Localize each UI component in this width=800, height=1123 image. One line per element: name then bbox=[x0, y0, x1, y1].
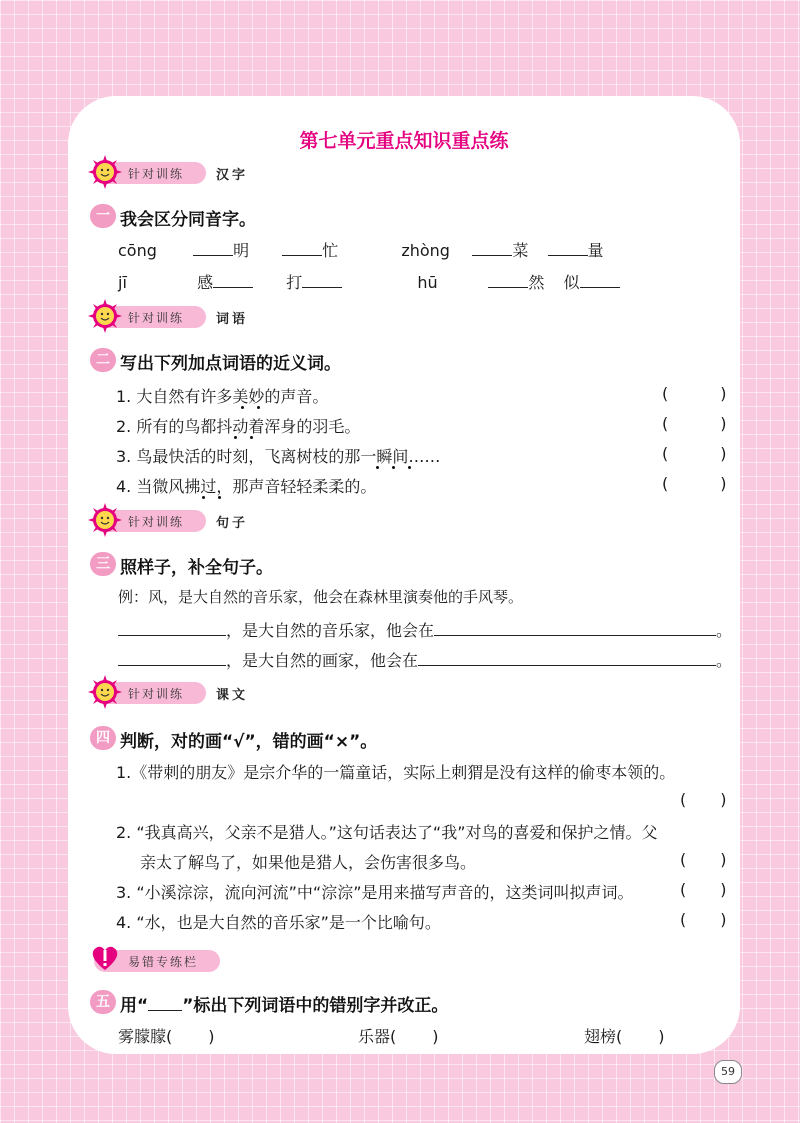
word: 似 bbox=[563, 273, 580, 292]
word: 菜 bbox=[512, 241, 529, 260]
topic-chars: 汉字 bbox=[216, 168, 249, 183]
q5-word-2: 乐器( ) bbox=[358, 1027, 439, 1046]
underline-mark bbox=[148, 996, 182, 1011]
pinyin: hū bbox=[417, 273, 438, 292]
q2-item-2: 2. 所有的鸟都抖动着浑身的羽毛。 bbox=[116, 417, 361, 436]
q4-item-2b: 亲太了解鸟了，如果他是猎人，会伤害很多鸟。 bbox=[140, 853, 477, 872]
answer-blank[interactable] bbox=[302, 273, 342, 288]
question-number: 一 bbox=[90, 204, 116, 228]
word: 感 bbox=[197, 273, 214, 292]
answer-paren[interactable]: ( ) bbox=[662, 444, 727, 463]
q5-word-1: 雾朦朦( ) bbox=[118, 1027, 215, 1046]
training-tag-words bbox=[94, 306, 206, 328]
training-tag-chars bbox=[94, 162, 206, 184]
tag-label: 针对训练 bbox=[128, 687, 185, 701]
q3-line-1: ，是大自然的音乐家，他会在 。 bbox=[118, 618, 732, 641]
q1-row-1 bbox=[118, 238, 604, 261]
question-text: 用“ ”标出下列词语中的错别字并改正。 bbox=[120, 996, 449, 1016]
q4-item-3: 3. “小溪淙淙，流向河流”中“淙淙”是用来描写声音的，这类词叫拟声词。 bbox=[116, 883, 634, 902]
emphasis-dot bbox=[241, 406, 244, 409]
q4-item-1: 1.《带刺的朋友》是宗介华的一篇童话，实际上刺猬是没有这样的偷枣本领的。 bbox=[116, 763, 676, 782]
emphasis-dot bbox=[376, 466, 379, 469]
emphasis-dot bbox=[202, 496, 205, 499]
q2-item-4: 4. 当微风拂过，那声音轻轻柔柔的。 bbox=[116, 477, 377, 496]
error-zone-tag bbox=[94, 950, 220, 972]
page-title: 第七单元重点知识重点练 bbox=[299, 130, 509, 152]
tag-label: 易错专练栏 bbox=[128, 955, 199, 969]
question-number: 五 bbox=[90, 990, 116, 1014]
emphasis-dot bbox=[234, 436, 237, 439]
pinyin: cōng bbox=[118, 241, 157, 260]
answer-paren[interactable]: ( ) bbox=[680, 910, 727, 929]
emphasis-dot bbox=[257, 406, 260, 409]
word: 忙 bbox=[322, 241, 339, 260]
topic-text: 课文 bbox=[216, 688, 249, 703]
sentence-frame: ，是大自然的音乐家，他会在 bbox=[226, 621, 435, 640]
emphasis-dot bbox=[392, 466, 395, 469]
pinyin: jī bbox=[118, 273, 127, 292]
question-number: 二 bbox=[90, 348, 116, 372]
worksheet-sheet bbox=[68, 96, 740, 1054]
answer-blank[interactable] bbox=[193, 241, 233, 256]
tag-label: 针对训练 bbox=[128, 311, 185, 325]
question-text: 照样子，补全句子。 bbox=[120, 558, 273, 578]
answer-paren[interactable]: ( ) bbox=[680, 850, 727, 869]
answer-blank[interactable] bbox=[434, 621, 716, 636]
question-text: 写出下列加点词语的近义词。 bbox=[120, 354, 341, 374]
question-text: 判断，对的画“√”，错的画“×”。 bbox=[120, 732, 378, 752]
page-number: 59 bbox=[714, 1060, 742, 1084]
answer-blank[interactable] bbox=[118, 651, 226, 666]
heart-icon bbox=[88, 940, 122, 974]
q5-word-3: 翅榜( ) bbox=[584, 1027, 665, 1046]
emphasis-dot bbox=[250, 436, 253, 439]
answer-blank[interactable] bbox=[282, 241, 322, 256]
q4-item-4: 4. “水，也是大自然的音乐家”是一个比喻句。 bbox=[116, 913, 441, 932]
answer-blank[interactable] bbox=[488, 273, 528, 288]
tag-label: 针对训练 bbox=[128, 515, 185, 529]
q3-example: 例：风，是大自然的音乐家，他会在森林里演奏他的手风琴。 bbox=[118, 588, 524, 606]
emphasis-dot bbox=[408, 466, 411, 469]
sun-icon bbox=[88, 155, 122, 189]
answer-paren[interactable]: ( ) bbox=[680, 790, 727, 809]
q2-item-1: 1. 大自然有许多美妙的声音。 bbox=[116, 387, 329, 406]
q3-line-2: ，是大自然的画家，他会在 。 bbox=[118, 648, 732, 671]
pinyin: zhòng bbox=[401, 241, 450, 260]
topic-words: 词语 bbox=[216, 312, 249, 327]
q4-item-2a: 2. “我真高兴，父亲不是猎人。”这句话表达了“我”对鸟的喜爱和保护之情。父 bbox=[116, 823, 658, 842]
answer-paren[interactable]: ( ) bbox=[662, 414, 727, 433]
word: 明 bbox=[233, 241, 250, 260]
sun-icon bbox=[88, 503, 122, 537]
answer-blank[interactable] bbox=[548, 241, 588, 256]
answer-blank[interactable] bbox=[472, 241, 512, 256]
question-text: 我会区分同音字。 bbox=[120, 210, 256, 230]
word: 量 bbox=[587, 241, 604, 260]
answer-paren[interactable]: ( ) bbox=[662, 384, 727, 403]
answer-paren[interactable]: ( ) bbox=[662, 474, 727, 493]
tag-label: 针对训练 bbox=[128, 167, 185, 181]
emphasis-dot bbox=[218, 496, 221, 499]
training-tag-text bbox=[94, 682, 206, 704]
sun-icon bbox=[88, 675, 122, 709]
q2-item-3: 3. 鸟最快活的时刻，飞离树枝的那一瞬间…… bbox=[116, 447, 441, 466]
training-tag-sentences bbox=[94, 510, 206, 532]
topic-sentences: 句子 bbox=[216, 516, 249, 531]
word: 然 bbox=[528, 273, 545, 292]
answer-blank[interactable] bbox=[213, 273, 253, 288]
word: 打 bbox=[286, 273, 303, 292]
q1-row-2 bbox=[118, 270, 620, 293]
question-number: 四 bbox=[90, 726, 116, 750]
question-number: 三 bbox=[90, 552, 116, 576]
answer-blank[interactable] bbox=[418, 651, 716, 666]
answer-paren[interactable]: ( ) bbox=[680, 880, 727, 899]
sun-icon bbox=[88, 299, 122, 333]
sentence-frame: ，是大自然的画家，他会在 bbox=[226, 651, 419, 670]
answer-blank[interactable] bbox=[580, 273, 620, 288]
answer-blank[interactable] bbox=[118, 621, 226, 636]
